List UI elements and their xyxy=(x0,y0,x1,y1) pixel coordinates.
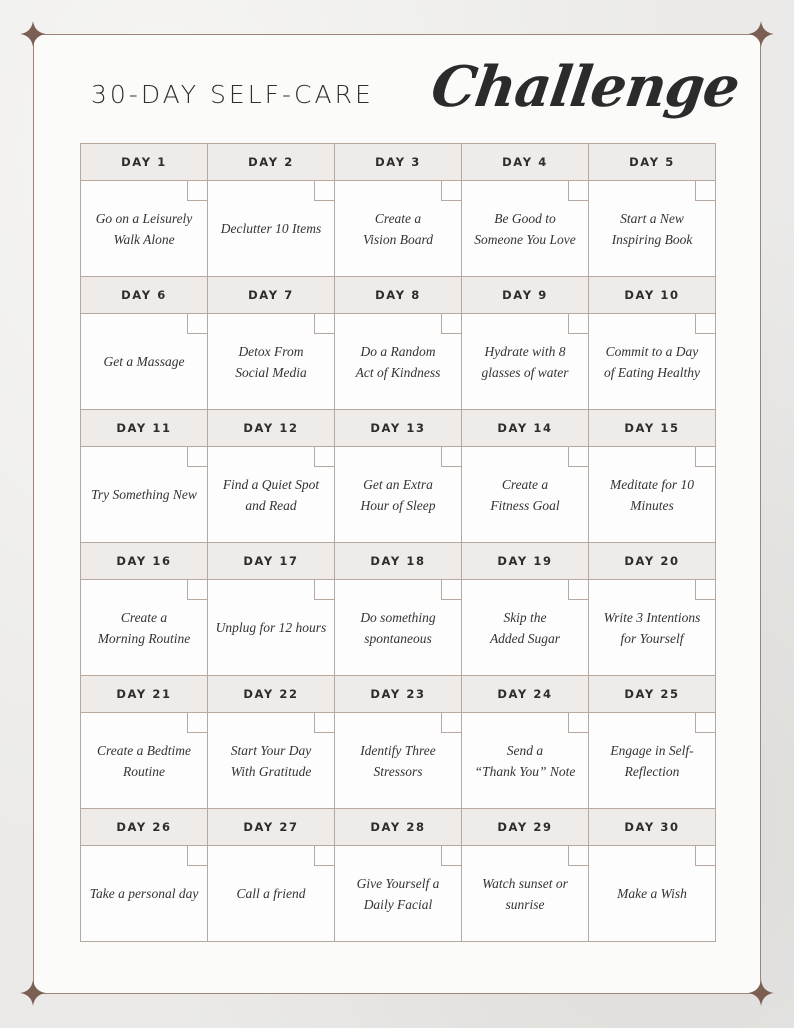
day-task-text: Identify Three Stressors xyxy=(360,742,436,779)
day-task-text: Hydrate with 8 glasses of water xyxy=(481,343,569,380)
day-task-cell xyxy=(589,846,716,942)
day-checkbox[interactable] xyxy=(568,846,588,866)
day-header: DAY 9 xyxy=(462,277,589,314)
day-header: DAY 1 xyxy=(81,144,208,181)
day-checkbox[interactable] xyxy=(568,181,588,201)
day-header: DAY 28 xyxy=(335,809,462,846)
day-checkbox[interactable] xyxy=(187,447,207,467)
day-checkbox[interactable] xyxy=(441,713,461,733)
day-header: DAY 3 xyxy=(335,144,462,181)
day-checkbox[interactable] xyxy=(695,580,715,600)
day-checkbox[interactable] xyxy=(695,181,715,201)
day-task-cell xyxy=(462,713,589,809)
day-task-text: Try Something New xyxy=(91,487,197,502)
day-checkbox[interactable] xyxy=(695,447,715,467)
day-task-cell xyxy=(589,713,716,809)
day-task-cell xyxy=(335,713,462,809)
day-header: DAY 27 xyxy=(208,809,335,846)
day-task-cell xyxy=(462,181,589,277)
day-task-text: Get an Extra Hour of Sleep xyxy=(360,476,436,513)
corner-star-icon xyxy=(748,21,774,47)
day-checkbox[interactable] xyxy=(187,713,207,733)
day-header: DAY 11 xyxy=(81,410,208,447)
day-header: DAY 4 xyxy=(462,144,589,181)
day-header: DAY 15 xyxy=(589,410,716,447)
day-task-cell xyxy=(81,713,208,809)
corner-star-icon xyxy=(20,21,46,47)
day-header: DAY 7 xyxy=(208,277,335,314)
day-checkbox[interactable] xyxy=(187,181,207,201)
day-task-cell xyxy=(335,846,462,942)
day-task-text: Start Your Day With Gratitude xyxy=(230,742,312,779)
day-task-text: Do something spontaneous xyxy=(360,609,436,646)
day-task-text: Do a Random Act of Kindness xyxy=(355,343,441,380)
day-task-cell xyxy=(589,181,716,277)
corner-star-icon xyxy=(748,980,774,1006)
day-checkbox[interactable] xyxy=(568,713,588,733)
day-task-cell xyxy=(208,580,335,676)
day-task-text: Watch sunset or sunrise xyxy=(482,875,568,912)
day-checkbox[interactable] xyxy=(695,713,715,733)
day-checkbox[interactable] xyxy=(695,846,715,866)
frame-right-line xyxy=(760,34,761,994)
day-task-text: Meditate for 10 Minutes xyxy=(610,476,694,513)
day-header: DAY 21 xyxy=(81,676,208,713)
day-checkbox[interactable] xyxy=(314,846,334,866)
day-task-cell xyxy=(589,447,716,543)
day-task-cell xyxy=(81,447,208,543)
day-task-text: Make a Wish xyxy=(617,886,687,901)
day-checkbox[interactable] xyxy=(314,181,334,201)
day-task-text: Create a Fitness Goal xyxy=(490,476,560,513)
day-header: DAY 5 xyxy=(589,144,716,181)
day-task-cell xyxy=(335,314,462,410)
day-checkbox[interactable] xyxy=(314,314,334,334)
day-checkbox[interactable] xyxy=(695,314,715,334)
day-header: DAY 20 xyxy=(589,543,716,580)
day-task-text: Create a Vision Board xyxy=(362,210,434,247)
day-task-cell xyxy=(208,713,335,809)
frame-bottom-line xyxy=(33,993,761,994)
day-task-text: Create a Bedtime Routine xyxy=(97,742,191,779)
day-header: DAY 8 xyxy=(335,277,462,314)
day-task-text: Go on a Leisurely Walk Alone xyxy=(95,210,193,247)
day-checkbox[interactable] xyxy=(568,580,588,600)
day-header: DAY 24 xyxy=(462,676,589,713)
day-task-text: Find a Quiet Spot and Read xyxy=(222,476,320,513)
day-header: DAY 16 xyxy=(81,543,208,580)
day-task-text: Send a “Thank You” Note xyxy=(474,742,576,779)
day-checkbox[interactable] xyxy=(187,314,207,334)
title-main-text: 30-DAY SELF-CARE xyxy=(91,80,374,109)
day-task-text: Unplug for 12 hours xyxy=(215,620,327,635)
day-task-text: Take a personal day xyxy=(89,886,199,901)
day-header: DAY 25 xyxy=(589,676,716,713)
day-task-text: Be Good to Someone You Love xyxy=(474,210,576,247)
day-task-cell xyxy=(589,580,716,676)
day-header: DAY 23 xyxy=(335,676,462,713)
day-checkbox[interactable] xyxy=(441,846,461,866)
day-task-text: Write 3 Intentions for Yourself xyxy=(603,609,701,646)
day-header: DAY 12 xyxy=(208,410,335,447)
corner-star-icon xyxy=(20,980,46,1006)
day-header: DAY 30 xyxy=(589,809,716,846)
day-task-text: Start a New Inspiring Book xyxy=(611,210,693,247)
day-task-text: Declutter 10 Items xyxy=(220,221,322,236)
day-task-cell xyxy=(81,846,208,942)
day-checkbox[interactable] xyxy=(441,314,461,334)
frame-left-line xyxy=(33,34,34,994)
day-task-cell xyxy=(462,314,589,410)
day-task-cell xyxy=(208,314,335,410)
day-header: DAY 26 xyxy=(81,809,208,846)
day-checkbox[interactable] xyxy=(441,181,461,201)
day-task-text: Engage in Self- Reflection xyxy=(610,742,694,779)
day-task-cell xyxy=(81,314,208,410)
day-header: DAY 17 xyxy=(208,543,335,580)
day-task-text: Give Yourself a Daily Facial xyxy=(356,875,440,912)
day-header: DAY 13 xyxy=(335,410,462,447)
day-task-text: Get a Massage xyxy=(103,354,185,369)
day-task-cell xyxy=(335,580,462,676)
day-checkbox[interactable] xyxy=(441,580,461,600)
day-header: DAY 22 xyxy=(208,676,335,713)
day-task-cell xyxy=(462,580,589,676)
frame-top-line xyxy=(33,34,761,35)
day-header: DAY 18 xyxy=(335,543,462,580)
day-checkbox[interactable] xyxy=(187,846,207,866)
day-checkbox[interactable] xyxy=(314,713,334,733)
day-task-text: Skip the Added Sugar xyxy=(489,609,561,646)
day-header: DAY 14 xyxy=(462,410,589,447)
day-task-cell xyxy=(208,447,335,543)
challenge-grid xyxy=(80,143,716,942)
day-checkbox[interactable] xyxy=(568,314,588,334)
day-task-cell xyxy=(335,447,462,543)
day-task-cell xyxy=(208,181,335,277)
day-header: DAY 19 xyxy=(462,543,589,580)
day-checkbox[interactable] xyxy=(314,447,334,467)
day-checkbox[interactable] xyxy=(568,447,588,467)
day-header: DAY 10 xyxy=(589,277,716,314)
day-task-cell xyxy=(81,580,208,676)
day-task-text: Detox From Social Media xyxy=(235,343,307,380)
day-task-text: Create a Morning Routine xyxy=(97,609,191,646)
day-header: DAY 29 xyxy=(462,809,589,846)
day-task-cell xyxy=(589,314,716,410)
day-checkbox[interactable] xyxy=(441,447,461,467)
day-task-cell xyxy=(462,846,589,942)
day-header: DAY 2 xyxy=(208,144,335,181)
page-title xyxy=(0,52,794,132)
day-checkbox[interactable] xyxy=(187,580,207,600)
day-checkbox[interactable] xyxy=(314,580,334,600)
day-task-cell xyxy=(208,846,335,942)
day-task-text: Commit to a Day of Eating Healthy xyxy=(604,343,700,380)
day-task-text: Call a friend xyxy=(236,886,306,901)
day-task-cell xyxy=(81,181,208,277)
day-task-cell xyxy=(335,181,462,277)
day-header: DAY 6 xyxy=(81,277,208,314)
title-script-text: Challenge xyxy=(427,54,743,120)
day-task-cell xyxy=(462,447,589,543)
